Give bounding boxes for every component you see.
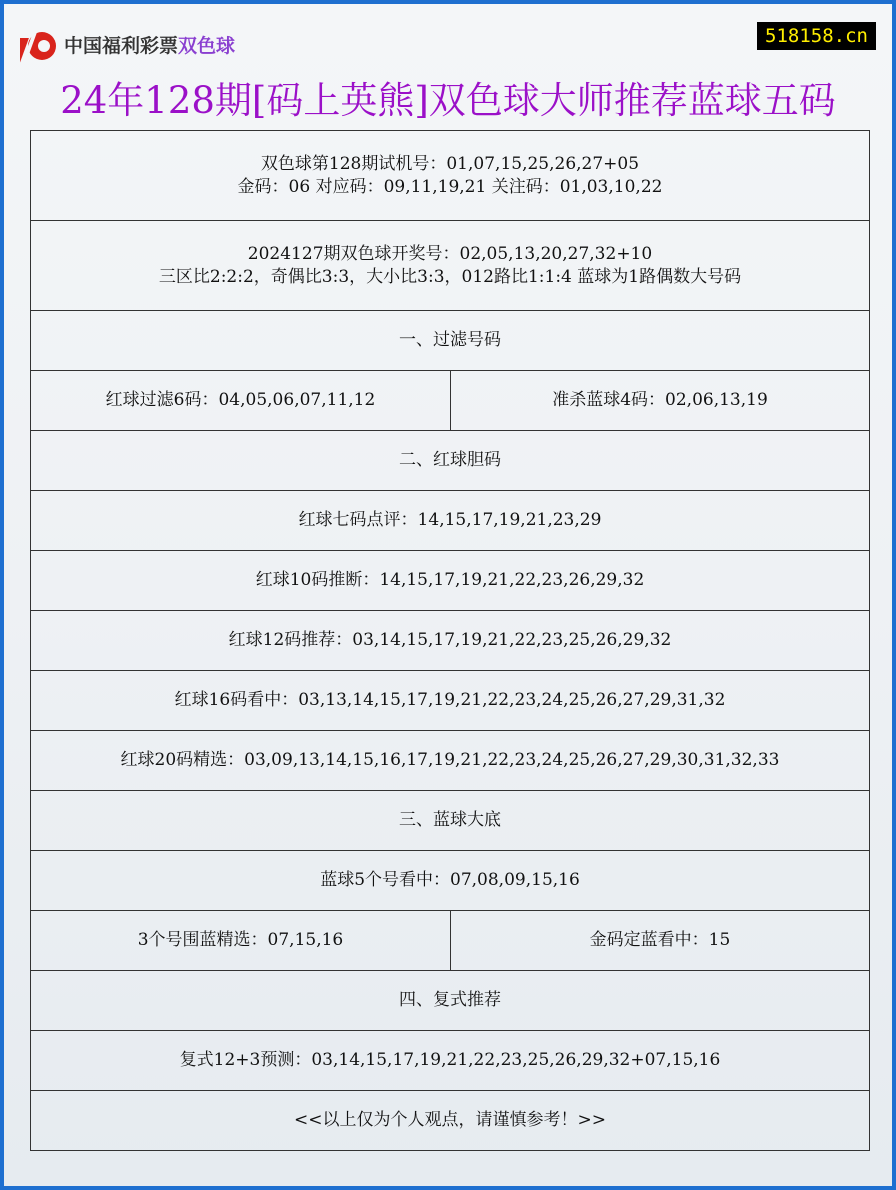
section-heading: 四、复式推荐	[31, 971, 870, 1031]
page	[4, 4, 892, 1186]
logo-text: 中国福利彩票双色球	[64, 34, 236, 57]
blue-kill: 准杀蓝球4码：02,06,13,19	[451, 371, 870, 431]
red-filter: 红球过滤6码：04,05,06,07,11,12	[31, 371, 451, 431]
section-heading: 二、红球胆码	[31, 431, 870, 491]
last-draw: 2024127期双色球开奖号：02,05,13,20,27,32+10 三区比2:2:2，奇偶比3:3，大小比3:3，012路比1:1:4 蓝球为1路偶数大号码	[31, 221, 870, 311]
red-16: 红球16码看中：03,13,14,15,17,19,21,22,23,24,25,26,27,29,31,32	[31, 671, 870, 731]
page-title: 24年128期[码上英熊]双色球大师推荐蓝球五码	[60, 79, 836, 122]
blue-1: 金码定蓝看中：15	[451, 911, 870, 971]
section-heading: 一、过滤号码	[31, 311, 870, 371]
lottery-logo	[20, 24, 235, 64]
fushi: 复式12+3预测：03,14,15,17,19,21,22,23,25,26,29,32+07,15,16	[31, 1031, 870, 1091]
section-heading: 三、蓝球大底	[31, 791, 870, 851]
disclaimer: <<以上仅为个人观点，请谨慎参考！>>	[31, 1091, 870, 1151]
site-badge[interactable]: 518158.cn	[757, 22, 876, 50]
trial-numbers: 双色球第128期试机号：01,07,15,25,26,27+05 金码：06 对应码：09,11,19,21 关注码：01,03,10,22	[31, 131, 870, 221]
blue-5: 蓝球5个号看中：07,08,09,15,16	[31, 851, 870, 911]
red-7: 红球七码点评：14,15,17,19,21,23,29	[31, 491, 870, 551]
welfare-lottery-logo-icon	[20, 24, 60, 64]
red-12: 红球12码推荐：03,14,15,17,19,21,22,23,25,26,29,32	[31, 611, 870, 671]
red-20: 红球20码精选：03,09,13,14,15,16,17,19,21,22,23,24,25,26,27,29,30,31,32,33	[31, 731, 870, 791]
red-10: 红球10码推断：14,15,17,19,21,22,23,26,29,32	[31, 551, 870, 611]
prediction-table	[30, 130, 870, 1151]
blue-3: 3个号围蓝精选：07,15,16	[31, 911, 451, 971]
